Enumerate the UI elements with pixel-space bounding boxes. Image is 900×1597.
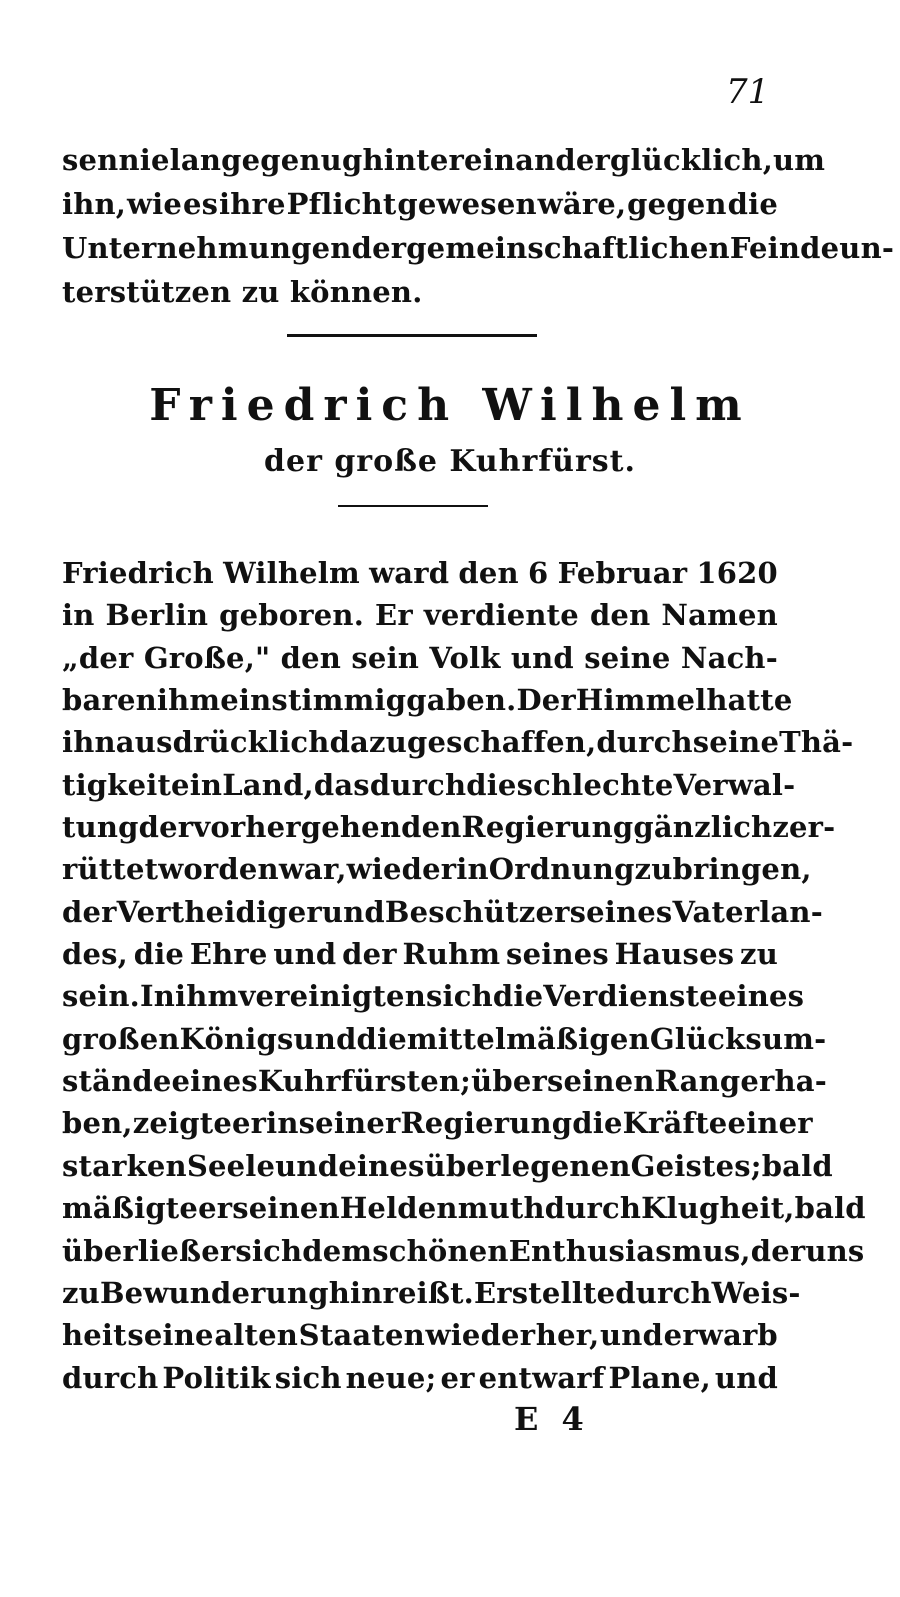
intro-line: Unternehmungen der gemeinschaftlichen Feinde un- [62, 231, 895, 265]
body-line: sein. In ihm vereinigten sich die Verdienste eines [62, 979, 805, 1014]
body-line: der Vertheidiger und Beschützer seines Vaterlan- [62, 894, 823, 929]
body-line: tung der vorhergehenden Regierung gänzlich zer- [62, 810, 836, 845]
body-line: tigkeit ein Land, das durch die schlechte Verwal- [62, 767, 796, 802]
body-line: ben, zeigte er in seiner Regierung die Kräfte einer [62, 1106, 813, 1141]
body-line: durch Politik sich neue; er entwarf Plane, und [62, 1360, 778, 1395]
body-line: überließ er sich dem schönen Enthusiasmus, der uns [62, 1233, 865, 1268]
body-line: Friedrich Wilhelm ward den 6 Februar 1620 [62, 556, 778, 590]
body-line: rüttet worden war, wieder in Ordnung zu bringen, [62, 852, 812, 887]
page-number: 71 [726, 72, 770, 112]
body-paragraph [62, 552, 866, 1399]
intro-paragraph [62, 138, 895, 314]
body-line: mäßigte er seinen Heldenmuth durch Klugheit, bald [62, 1191, 866, 1226]
body-line: „der Große," den sein Volk und seine Nach- [62, 640, 778, 675]
body-line: in Berlin geboren. Er verdiente den Namen [62, 598, 778, 633]
section-divider-bottom [338, 505, 488, 507]
body-line: starken Seele und eines überlegenen Geistes; bald [62, 1148, 833, 1183]
section-subtitle: der große Kuhrfürst. [264, 444, 636, 479]
body-line: heit seine alten Staaten wieder her, und erwarb [62, 1318, 778, 1353]
intro-line: ihn, wie es ihre Pflicht gewesen wäre, gegen die [62, 187, 778, 221]
section-title: Friedrich Wilhelm [149, 380, 751, 431]
intro-line: terstützen zu können. [62, 275, 423, 309]
section-divider-top [287, 334, 537, 337]
body-line: stände eines Kuhrfürsten; über seinen Rang erha- [62, 1064, 827, 1099]
intro-line: sen nie lange genug hintereinander glücklich, um [62, 143, 826, 177]
signature-mark: E 4 [514, 1400, 590, 1438]
body-line: zu Bewunderung hinreißt. Er stellte durch Weis- [62, 1275, 801, 1310]
body-line: ihn ausdrücklich dazu geschaffen, durch seine Thä- [62, 725, 854, 760]
body-line: baren ihm einstimmig gaben. Der Himmel hatte [62, 683, 793, 718]
body-line: großen Königs und die mittelmäßigen Glücksum- [62, 1021, 827, 1056]
body-line: des, die Ehre und der Ruhm seines Hauses zu [62, 937, 778, 972]
